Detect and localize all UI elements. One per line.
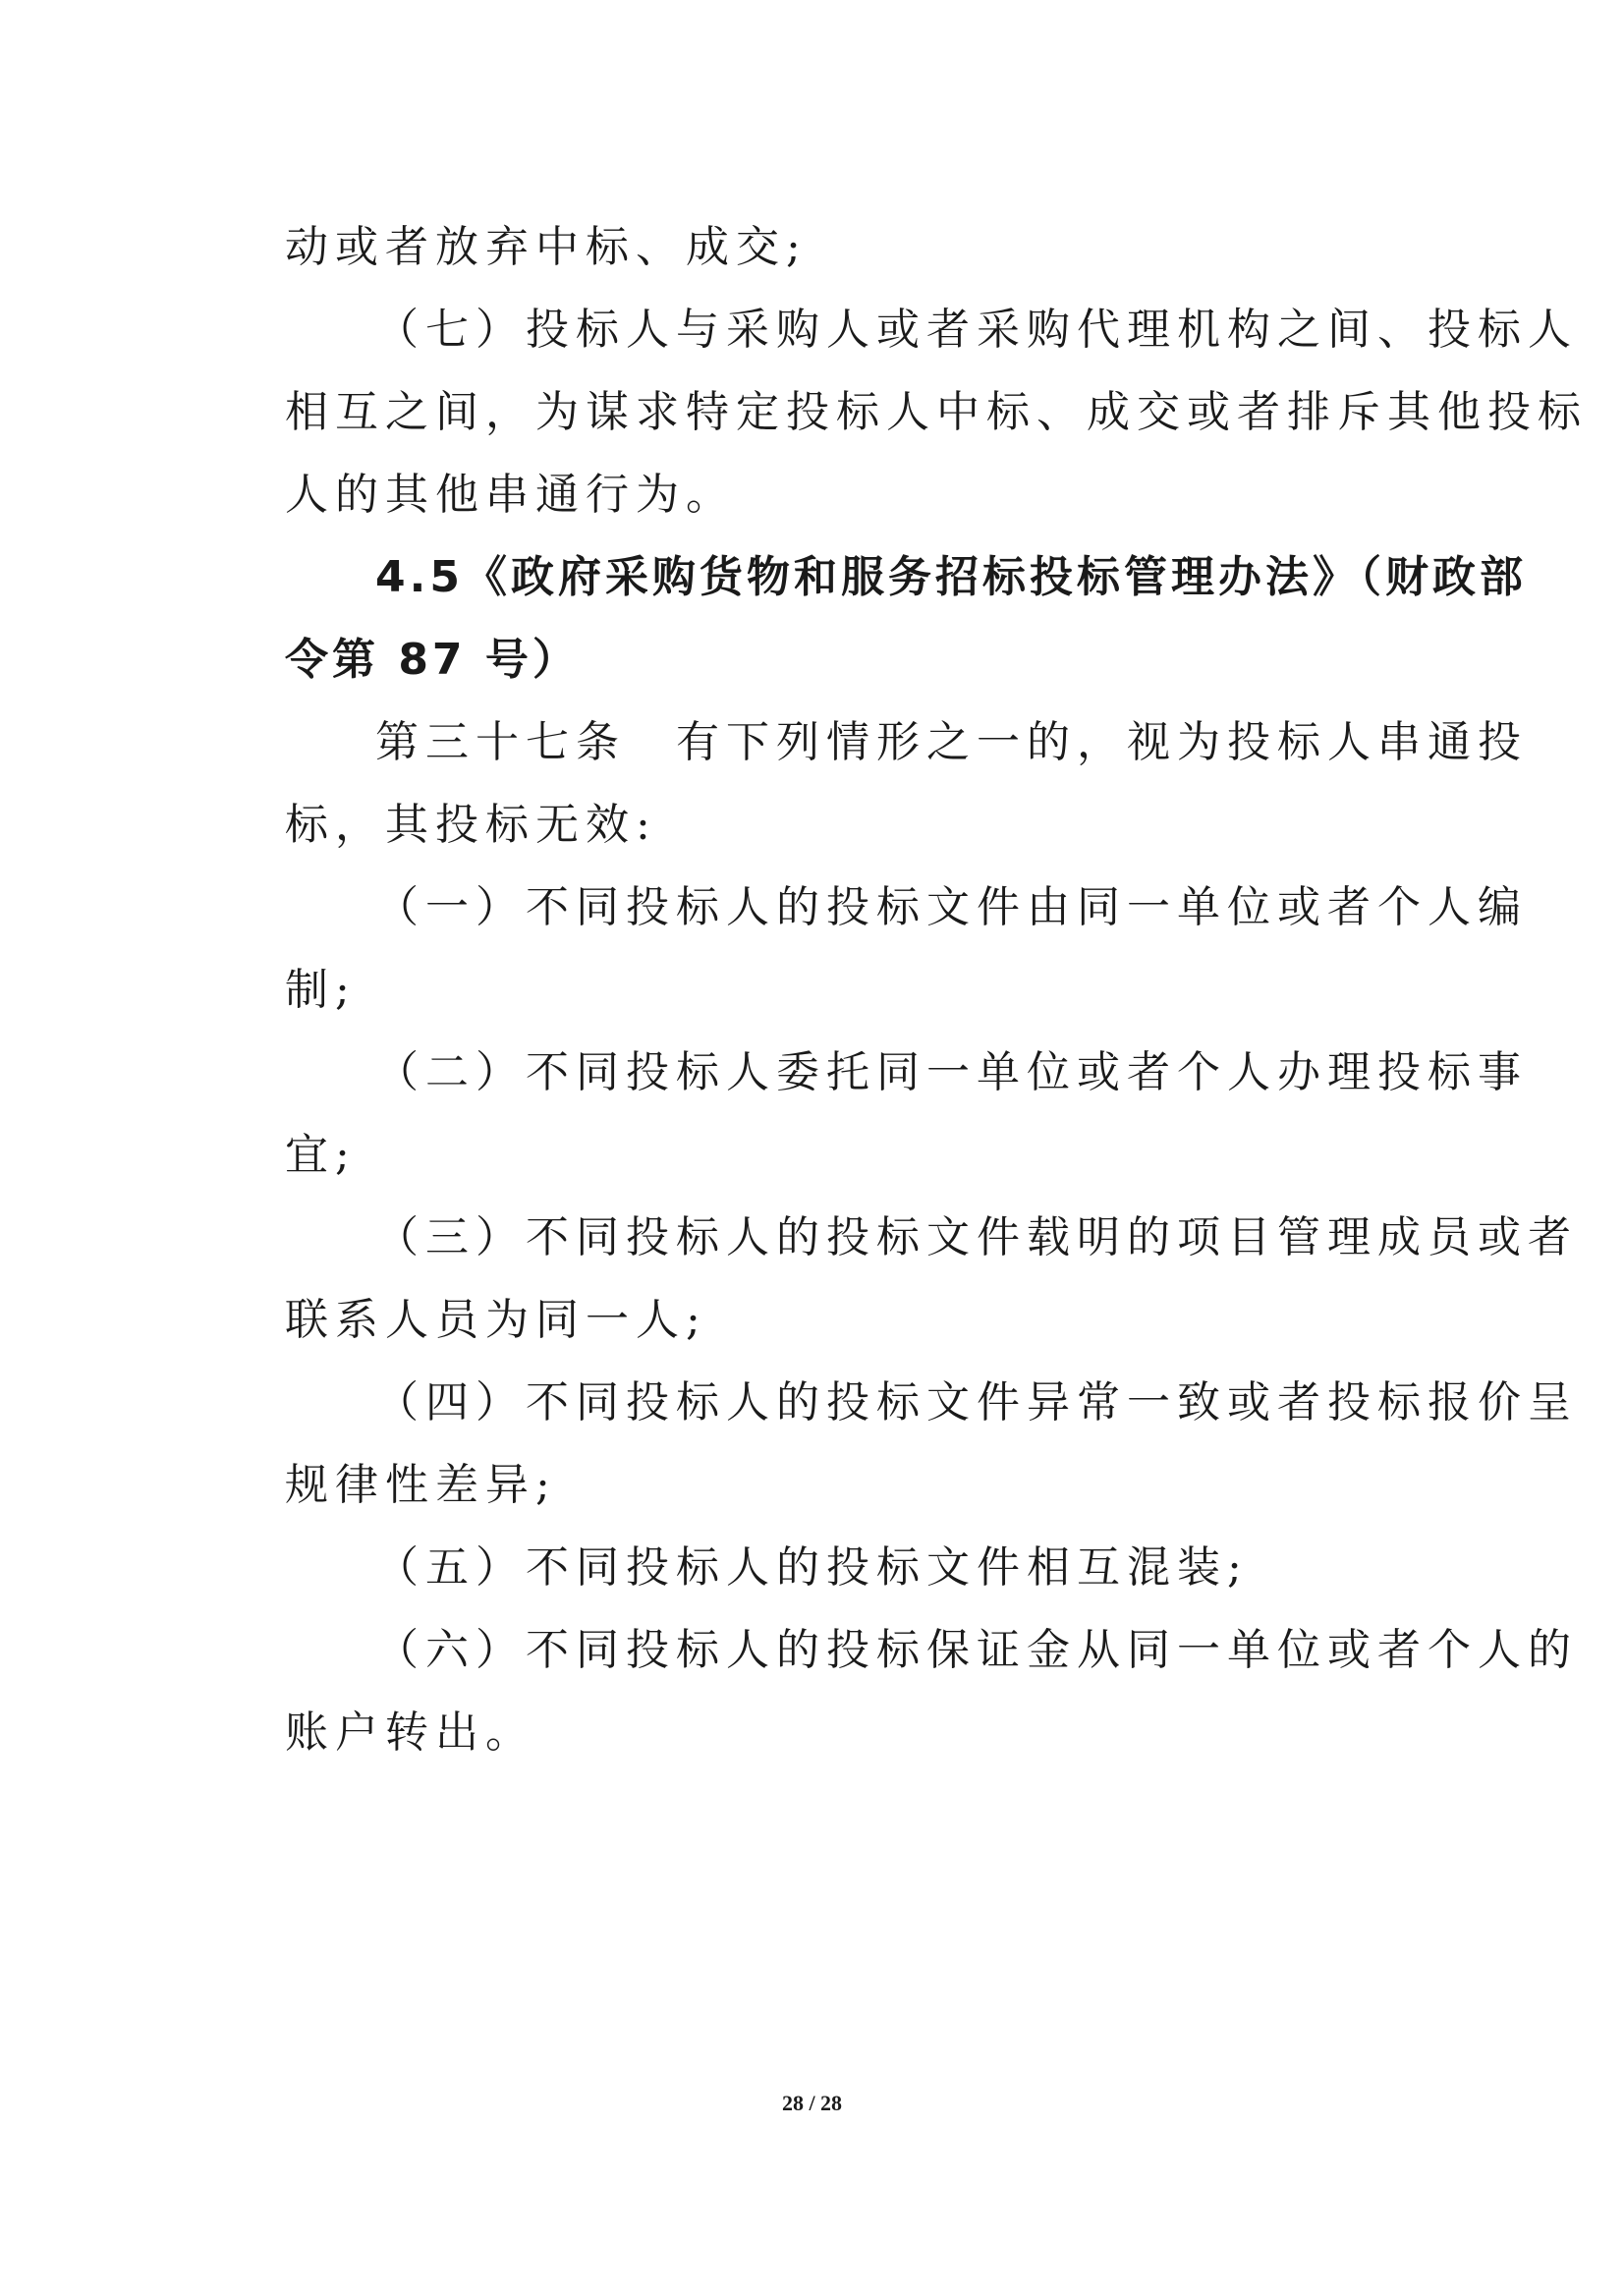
text-line: （一）不同投标人的投标文件由同一单位或者个人编 bbox=[375, 882, 1528, 932]
text-line: （四）不同投标人的投标文件异常一致或者投标报价呈 bbox=[375, 1377, 1578, 1427]
text-line: （二）不同投标人委托同一单位或者个人办理投标事 bbox=[375, 1047, 1528, 1097]
text-line: 宜; bbox=[285, 1130, 357, 1180]
text-line: 账户转出。 bbox=[285, 1707, 535, 1758]
text-line: 联系人员为同一人; bbox=[285, 1295, 707, 1345]
text-line: 规律性差异; bbox=[285, 1460, 557, 1510]
text-line: 第三十七条 有下列情形之一的，视为投标人串通投 bbox=[375, 717, 1528, 767]
text-line: （五）不同投标人的投标文件相互混装; bbox=[375, 1542, 1249, 1593]
text-line: （三）不同投标人的投标文件载明的项目管理成员或者 bbox=[375, 1212, 1578, 1262]
section-heading: 4.5《政府采购货物和服务招标投标管理办法》（财政部 bbox=[375, 552, 1527, 602]
text-line: 制; bbox=[285, 965, 357, 1015]
page-number: 28 / 28 bbox=[781, 2091, 843, 2115]
body-text bbox=[285, 206, 1588, 1774]
text-line: （七）投标人与采购人或者采购代理机构之间、投标人 bbox=[375, 305, 1578, 355]
section-heading: 令第 87 号） bbox=[285, 635, 580, 685]
text-line: 相互之间，为谋求特定投标人中标、成交或者排斥其他投标 bbox=[285, 387, 1588, 437]
text-line: 标，其投标无效: bbox=[285, 800, 657, 850]
text-line: 动或者放弃中标、成交; bbox=[285, 222, 808, 272]
text-line: 人的其他串通行为。 bbox=[285, 470, 736, 520]
text-line: （六）不同投标人的投标保证金从同一单位或者个人的 bbox=[375, 1625, 1578, 1675]
